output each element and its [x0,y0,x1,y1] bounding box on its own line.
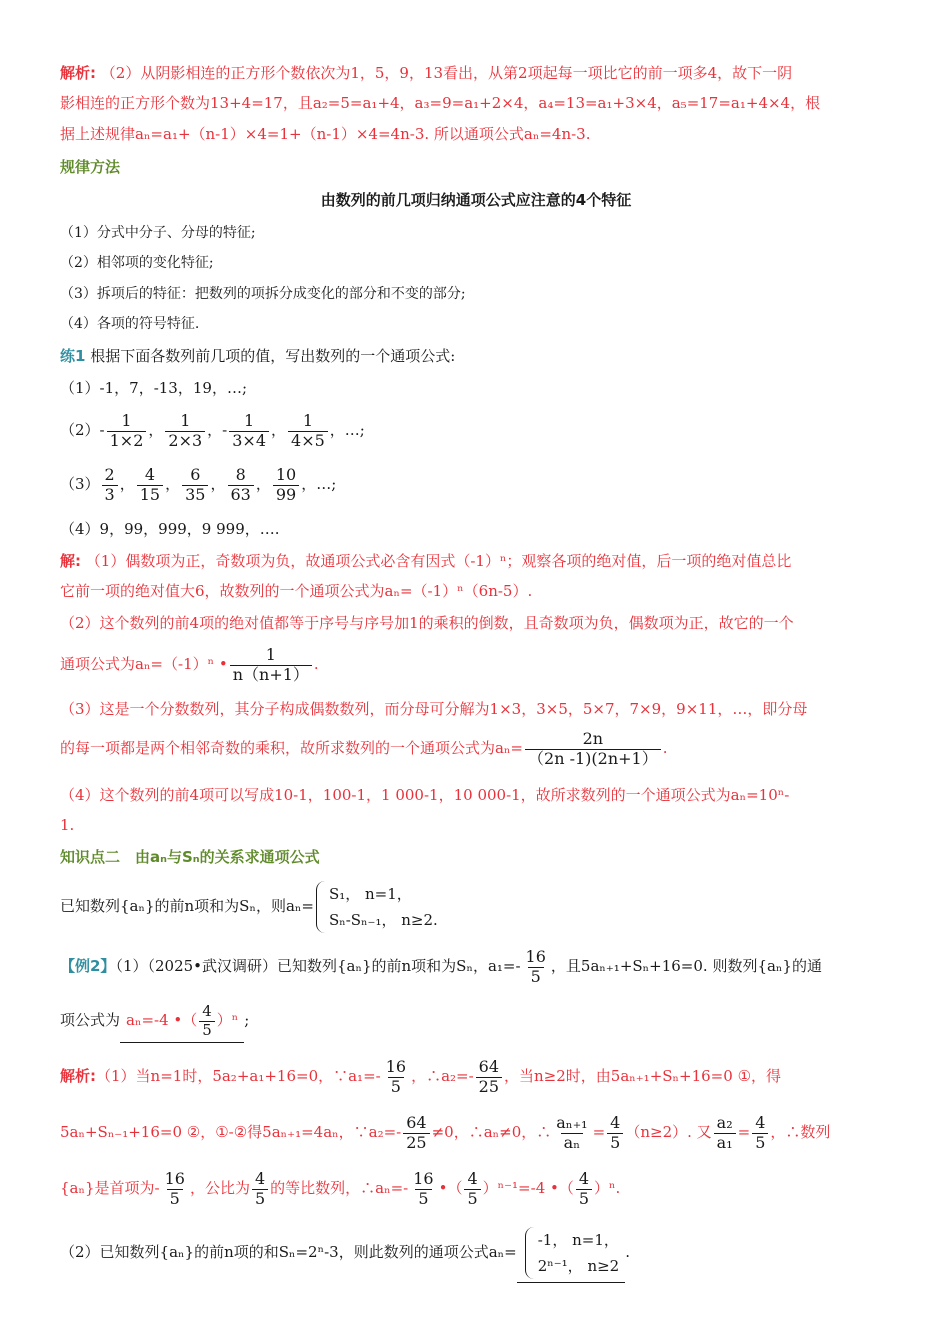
example-2-q2: （2）已知数列{aₙ}的前n项的和Sₙ=2ⁿ-3，则此数列的通项公式aₙ= -1， n=1， 2ⁿ⁻¹， n≥2 . [60,1222,892,1283]
example-2-a1-fraction: $\frac{16}{5}$ [525,947,546,986]
analysis-1-line-1 [60,62,892,84]
solution-2-line-1: （2）这个数列的前4项的绝对值都等于序号与序号加1的乘积的倒数，且奇数项为负，偶数项为正，故它的一个 [60,614,794,632]
analysis-2-label: 解析: [60,1067,96,1085]
analysis-2-line-2: 5aₙ+Sₙ₋₁+16=0 ②，①-②得5aₙ₊₁=4aₙ，∵a₂=- $\frac{64}{25}$ ≠0，∴aₙ≠0，∴ $\frac{\text{aₙ₊₁}}{\text{aₙ}}$ = $\frac{4}{5}$ （n≥2）. 又 $\frac{\text{a₂}}{\text{a₁}}$ = $\frac{4}{5}$ ，∴数列 [60,1113,831,1152]
analysis-1-line-3: 据上述规律aₙ=a₁+（n-1）×4=1+（n-1）×4=4n-3. 所以通项公式aₙ=4n-3. [60,125,591,143]
analysis-2-line-1: 解析:（1）当n=1时，5a₂+a₁+16=0，∵a₁=- $\frac{16}{5}$ ，∴a₂=- $\frac{64}{25}$ ，当n≥2时，由5aₙ₊₁+Sₙ+16=0 ①，得 [60,1057,782,1096]
solution-label: 解: [60,552,81,570]
practice-1-prompt [60,345,892,367]
practice-q2: （2）- $\frac{1}{1\times 2}$ ， $\frac{1}{2\times 3}$ ，- $\frac{1}{3\times 4}$ ， $\frac{1}{4\times 5}$ ，…; [60,411,365,450]
practice-label: 练1 [60,347,86,365]
example-2-q1-line-1: 【例2】（1）（2025•武汉调研）已知数列{aₙ}的前n项和为Sₙ，a₁=- $\frac{16}{5}$ ，且5aₙ₊₁+Sₙ+16=0. 则数列{aₙ}的通 [60,947,822,986]
q3-fraction-4: $\frac{8}{63}$ [228,466,254,504]
solution-1-line-1 [60,550,892,572]
q2-prefix: （2）- [60,421,105,439]
knowledge-2-statement: 已知数列{aₙ}的前n项和为Sₙ，则aₙ= S₁， n=1， Sₙ-Sₙ₋₁， n≥2. [60,876,892,936]
solution-3-line-2: 的每一项都是两个相邻奇数的乘积，故所求数列的一个通项公式为aₙ= $\frac{2n}{(2n -1)(2n+1)}$ . [60,729,668,768]
method-heading: 规律方法 [60,158,121,176]
solution-2-fraction: $\frac{1}{n(n+1)}$ [230,646,312,684]
analysis-1-line-2: 影相连的正方形个数为13+4=17，且a₂=5=a₁+4，a₃=9=a₁+2×4，a₄=13=a₁+3×4，a₅=17=a₁+4×4，根 [60,94,821,112]
analysis-text: （2）从阴影相连的正方形个数依次为1，5，9，13看出，从第2项起每一项比它的前一项多4，故下一阴 [100,64,793,82]
analysis-2-line-3: {aₙ}是首项为- $\frac{16}{5}$ ，公比为 $\frac{4}{5}$ 的等比数列，∴aₙ=- $\frac{16}{5}$ •（ $\frac{4}{5}$ ）ⁿ⁻¹=-4 •（ $\frac{4}{5}$ ）ⁿ. [60,1169,621,1208]
example-2-q1-line-2: 项公式为 aₙ=-4 •（ $\frac{4}{5}$ ）ⁿ ; [60,998,892,1043]
solution-3-fraction: $\frac{2n}{(2n -1)(2n+1)}$ [525,730,661,768]
method-item-4: （4）各项的符号特征. [60,316,200,332]
solution-text: （1）偶数项为正，奇数项为负，故通项公式必含有因式（-1）ⁿ；观察各项的绝对值，后一项的绝对值总比 [85,552,792,570]
q2-fraction-1: $\frac{1}{1\times 2}$ [107,412,147,450]
practice-q3: （3） $\frac{2}{3}$ ， $\frac{4}{15}$ ， $\frac{6}{35}$ ， $\frac{8}{63}$ ， $\frac{10}{99}$ ，…; [60,465,337,504]
solution-1-line-2: 它前一项的绝对值大6，故数列的一个通项公式为aₙ=（-1）ⁿ（6n-5）. [60,582,533,600]
example-tag: 【例2】 [60,957,116,975]
practice-prompt-text: 根据下面各数列前几项的值，写出数列的一个通项公式: [90,347,456,365]
q2-fraction-2: $\frac{1}{2\times 3}$ [165,412,205,450]
q3-fraction-5: $\frac{10}{99}$ [273,466,299,504]
solution-4-line-2: 1. [60,816,75,834]
q3-fraction-2: $\frac{4}{15}$ [137,466,163,504]
practice-q1: （1）-1，7，-13，19，…; [60,379,247,397]
piecewise-definition: S₁， n=1， Sₙ-Sₙ₋₁， n≥2. [316,881,438,933]
method-item-1: （1）分式中分子、分母的特征; [60,225,256,241]
solution-3-line-1: （3）这是一个分数数列，其分子构成偶数数列，而分母可分解为1×3，3×5，5×7，7×9，9×11，…，即分母 [60,700,808,718]
method-title: 由数列的前几项归纳通项公式应注意的4个特征 [320,191,632,209]
method-item-2: （2）相邻项的变化特征; [60,255,214,271]
method-item-3: （3）拆项后的特征：把数列的项拆分成变化的部分和不变的部分; [60,286,466,302]
q2-fraction-3: $\frac{1}{3\times 4}$ [229,412,269,450]
knowledge-2-heading: 知识点二 由aₙ与Sₙ的关系求通项公式 [60,848,320,866]
q2-answer-blank: -1， n=1， 2ⁿ⁻¹， n≥2 [517,1222,626,1283]
analysis-label: 解析: [60,64,96,82]
practice-q4: （4）9，99，999，9 999，…. [60,520,280,538]
solution-2-line-2: 通项公式为aₙ=（-1）ⁿ • $\frac{1}{n(n+1)}$ . [60,645,319,684]
answer-blank: aₙ=-4 •（ $\frac{4}{5}$ ）ⁿ [120,998,244,1043]
solution-4-line-1: （4）这个数列的前4项可以写成10-1，100-1，1 000-1，10 000-1，故所求数列的一个通项公式为aₙ=10ⁿ- [60,786,790,804]
q3-fraction-1: $\frac{2}{3}$ [102,466,118,504]
q2-fraction-4: $\frac{1}{4\times 5}$ [288,412,328,450]
q3-prefix: （3） [60,475,100,493]
q3-fraction-3: $\frac{6}{35}$ [182,466,208,504]
